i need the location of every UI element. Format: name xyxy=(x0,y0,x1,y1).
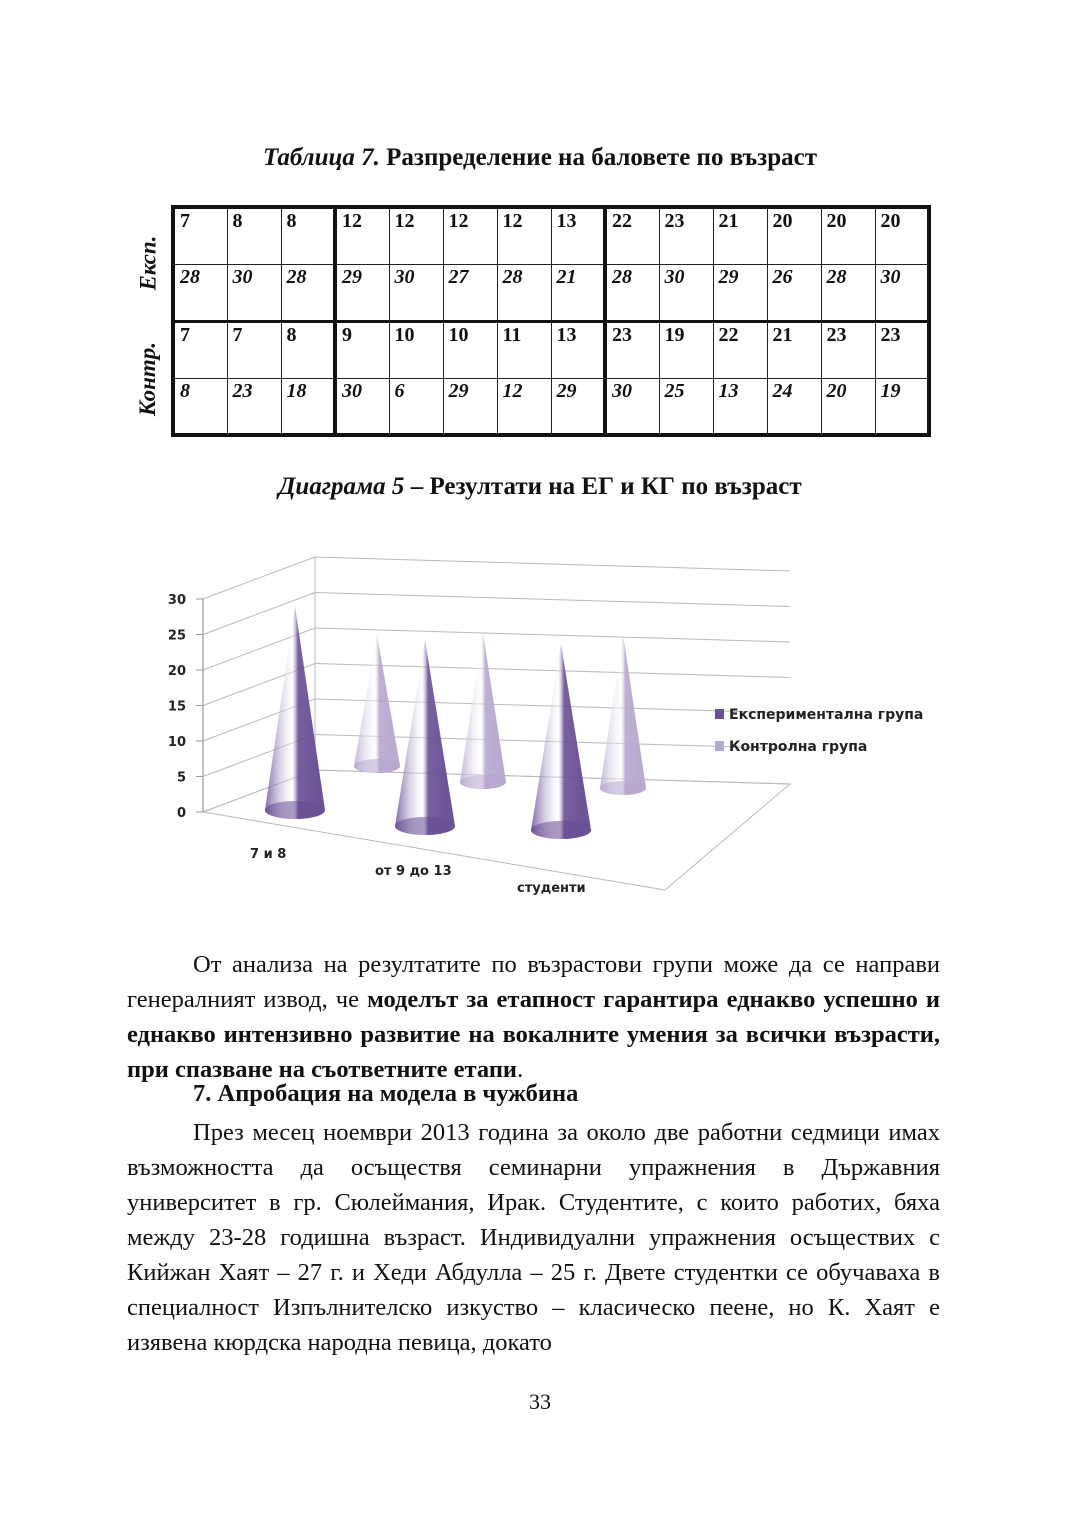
table-cell: 13 xyxy=(551,321,605,378)
approbation-text: През месец ноември 2013 година за около две работни седмици имах възможността да осъществя семинарни упражнения в Държавния университет в гр. Сюлеймания, Ирак. Студентите, с които работих, бяха между 23-28 годишна възраст. Индивидуални упражнения осъществих с Кийжан Хаят – 27 г. и Хеди Абдулла – 25 г. Двете студентки се обучаваха в специалност Изпълнителско изкуство – класическо пеене, но К. Хаят е изявена кюрдска народна певица, докато xyxy=(127,1119,940,1356)
table-cell: 30 xyxy=(659,264,713,321)
table-cell: 28 xyxy=(497,264,551,321)
table-cell: 9 xyxy=(335,321,389,378)
conclusion-paragraph xyxy=(127,947,940,1087)
table-row xyxy=(173,207,929,264)
legend-swatch xyxy=(715,741,724,751)
table-cell: 26 xyxy=(767,264,821,321)
gridline-back xyxy=(315,664,790,678)
table-cell: 25 xyxy=(659,378,713,435)
table-caption-label: Таблица 7. xyxy=(263,144,380,171)
table-cell: 29 xyxy=(713,264,767,321)
page-number: 33 xyxy=(529,1389,551,1414)
table-cell: 28 xyxy=(173,264,227,321)
table-cell: 30 xyxy=(389,264,443,321)
table-cell: 23 xyxy=(875,321,929,378)
table-cell: 23 xyxy=(605,321,659,378)
y-tick-label: 20 xyxy=(167,664,186,679)
table-cell: 28 xyxy=(821,264,875,321)
cone-chart xyxy=(155,548,945,908)
table-cell: 28 xyxy=(281,264,335,321)
table-cell: 19 xyxy=(875,378,929,435)
table-cell: 12 xyxy=(443,207,497,264)
table-cell: 8 xyxy=(227,207,281,264)
table-row xyxy=(173,264,929,321)
x-category-label: студенти xyxy=(517,881,586,896)
table-cell: 30 xyxy=(227,264,281,321)
cone-control xyxy=(460,633,506,789)
row-group-experimental: Експ. xyxy=(135,235,160,291)
table-cell: 19 xyxy=(659,321,713,378)
table-cell: 28 xyxy=(605,264,659,321)
row-group-control: Контр. xyxy=(135,341,161,417)
legend-label: Експериментална група xyxy=(729,707,924,723)
table-caption-text: Разпределение на баловете по възраст xyxy=(386,144,817,171)
table-cell: 24 xyxy=(767,378,821,435)
table-cell: 6 xyxy=(389,378,443,435)
y-tick-label: 10 xyxy=(167,735,186,750)
x-category-label: 7 и 8 xyxy=(250,847,287,862)
table-cell: 20 xyxy=(821,378,875,435)
y-tick-label: 25 xyxy=(167,628,186,644)
table-cell: 20 xyxy=(767,207,821,264)
gridline-back xyxy=(315,628,790,642)
legend-swatch xyxy=(715,709,724,719)
approbation-paragraph xyxy=(127,1115,940,1360)
table-cell: 12 xyxy=(497,378,551,435)
table-cell: 22 xyxy=(713,321,767,378)
y-tick-label: 0 xyxy=(176,806,186,821)
chart-caption-label: Диаграма 5 xyxy=(278,473,405,500)
table-row xyxy=(173,378,929,435)
table-cell: 7 xyxy=(227,321,281,378)
legend-label: Контролна група xyxy=(729,739,868,755)
y-tick-label: 5 xyxy=(176,770,186,786)
table-cell: 21 xyxy=(767,321,821,378)
conclusion-bold: моделът за етапност гарантира еднакво успешно и еднакво интензивно развитие на вокалните умения за всички възрасти, при спазване на съответните етапи xyxy=(127,986,940,1083)
table-cell: 22 xyxy=(605,207,659,264)
table-cell: 27 xyxy=(443,264,497,321)
table-cell: 20 xyxy=(875,207,929,264)
table-cell: 23 xyxy=(659,207,713,264)
table-cell: 29 xyxy=(443,378,497,435)
table-cell: 30 xyxy=(875,264,929,321)
table-row xyxy=(173,321,929,378)
table-cell: 11 xyxy=(497,321,551,378)
cone-experimental xyxy=(265,606,325,819)
table-cell: 18 xyxy=(281,378,335,435)
gridline-back xyxy=(315,557,790,571)
section-title: 7. Апробация на модела в чужбина xyxy=(193,1080,579,1107)
x-category-label: от 9 до 13 xyxy=(375,864,452,879)
cone-control xyxy=(600,634,646,795)
table-cell: 21 xyxy=(551,264,605,321)
chart-caption-text: – Резултати на ЕГ и КГ по възраст xyxy=(410,473,802,500)
table-cell: 7 xyxy=(173,207,227,264)
table-cell: 13 xyxy=(551,207,605,264)
cone-control xyxy=(354,635,400,773)
conclusion-text: От анализа на резултатите по възрастови групи може да се направи генералният извод, че xyxy=(127,951,940,1013)
table-cell: 30 xyxy=(605,378,659,435)
table-cell: 10 xyxy=(389,321,443,378)
table-caption xyxy=(0,144,1080,172)
table-cell: 8 xyxy=(173,378,227,435)
table-cell: 30 xyxy=(335,378,389,435)
y-tick-label: 15 xyxy=(167,699,186,715)
table-cell: 29 xyxy=(551,378,605,435)
table-cell: 7 xyxy=(173,321,227,378)
table-cell: 8 xyxy=(281,207,335,264)
table-cell: 21 xyxy=(713,207,767,264)
table-cell: 29 xyxy=(335,264,389,321)
table-cell: 12 xyxy=(497,207,551,264)
gridline-side xyxy=(203,557,315,599)
table-cell: 10 xyxy=(443,321,497,378)
score-table xyxy=(171,205,931,437)
table-cell: 12 xyxy=(335,207,389,264)
table-cell: 23 xyxy=(821,321,875,378)
table-cell: 23 xyxy=(227,378,281,435)
table-cell: 8 xyxy=(281,321,335,378)
conclusion-end: . xyxy=(517,1056,524,1083)
table-cell: 20 xyxy=(821,207,875,264)
gridline-back xyxy=(315,593,790,607)
chart-caption xyxy=(0,473,1080,501)
y-tick-label: 30 xyxy=(167,593,186,608)
table-cell: 13 xyxy=(713,378,767,435)
table-cell: 12 xyxy=(389,207,443,264)
